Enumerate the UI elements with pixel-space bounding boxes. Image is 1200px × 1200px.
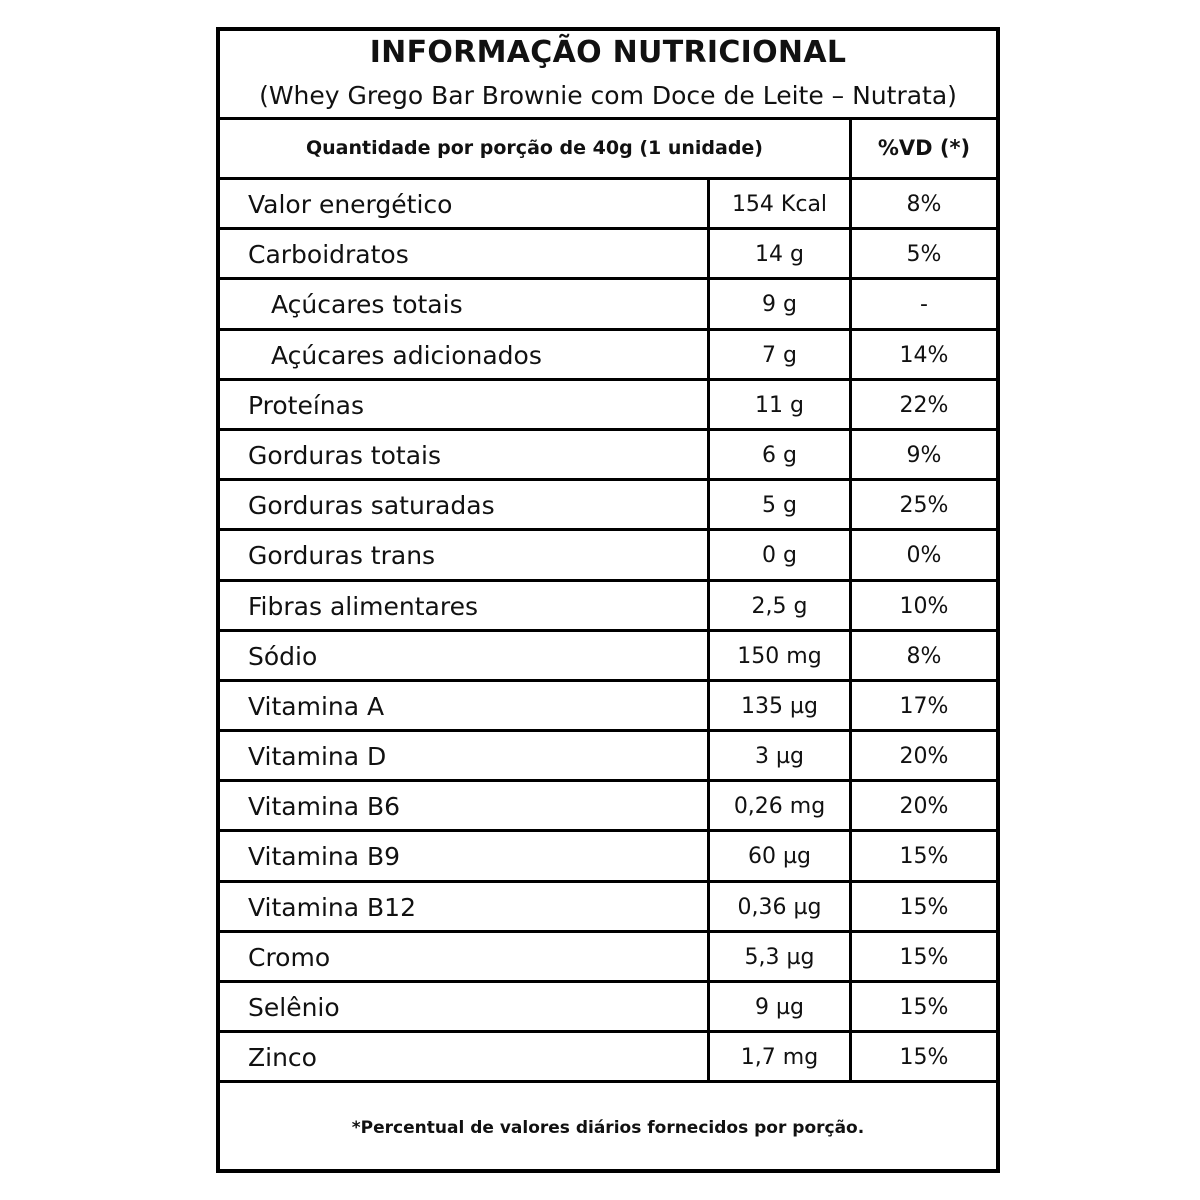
nutrient-daily-value: 15% bbox=[899, 894, 949, 920]
nutrient-daily-value: 20% bbox=[899, 794, 949, 820]
nutrient-daily-value: 15% bbox=[899, 995, 949, 1020]
nutrient-amount: 3 µg bbox=[707, 732, 852, 779]
nutrient-amount: 0,36 µg bbox=[707, 883, 852, 930]
nutrient-amount: 5 g bbox=[707, 481, 852, 528]
nutrient-name: Açúcares adicionados bbox=[271, 340, 542, 370]
nutrient-row-chromium bbox=[220, 933, 996, 983]
nutrient-amount: 60 µg bbox=[707, 832, 852, 879]
nutrient-name: Gorduras totais bbox=[248, 440, 441, 470]
nutrient-name: Fibras alimentares bbox=[248, 591, 478, 621]
nutrient-row-sodium bbox=[220, 632, 996, 682]
nutrient-name: Carboidratos bbox=[248, 240, 409, 270]
nutrient-amount: 154 Kcal bbox=[707, 180, 852, 227]
nutrient-daily-value: 22% bbox=[899, 392, 949, 418]
nutrient-daily-value: 0% bbox=[906, 543, 942, 569]
nutrient-amount: 0 g bbox=[707, 531, 852, 578]
nutrient-row-trans-fat bbox=[220, 531, 996, 581]
nutrient-name: Vitamina B9 bbox=[248, 842, 401, 872]
nutrition-facts-panel bbox=[216, 27, 1000, 1173]
nutrient-name: Gorduras trans bbox=[248, 541, 436, 571]
nutrient-amount: 2,5 g bbox=[707, 582, 852, 629]
nutrient-name: Vitamina A bbox=[248, 691, 385, 721]
nutrient-row-vitamin-a bbox=[220, 682, 996, 732]
nutrient-amount: 6 g bbox=[707, 431, 852, 478]
nutrient-daily-value: 9% bbox=[906, 442, 942, 468]
nutrient-daily-value: 25% bbox=[899, 493, 949, 519]
serving-size-header: Quantidade por porção de 40g (1 unidade) bbox=[220, 120, 852, 177]
nutrient-amount: 150 mg bbox=[707, 632, 852, 679]
nutrient-daily-value: 15% bbox=[899, 844, 949, 870]
daily-value-footnote: *Percentual de valores diários fornecidos por porção. bbox=[351, 1118, 865, 1138]
nutrient-daily-value: 14% bbox=[899, 342, 949, 368]
nutrient-row-carbohydrates bbox=[220, 230, 996, 280]
nutrient-amount: 135 µg bbox=[707, 682, 852, 729]
nutrient-row-total-sugars bbox=[220, 280, 996, 330]
nutrient-amount: 9 µg bbox=[707, 983, 852, 1030]
nutrient-daily-value: 8% bbox=[906, 192, 942, 217]
nutrient-name: Cromo bbox=[248, 942, 331, 972]
nutrient-row-total-fat bbox=[220, 431, 996, 481]
nutrient-daily-value: 15% bbox=[899, 944, 949, 970]
nutrient-daily-value: 10% bbox=[899, 593, 949, 619]
nutrient-amount: 9 g bbox=[707, 280, 852, 327]
nutrient-row-vitamin-b6 bbox=[220, 782, 996, 832]
label-header bbox=[220, 31, 996, 120]
product-name: (Whey Grego Bar Brownie com Doce de Leite – Nutrata) bbox=[259, 81, 957, 110]
nutrient-daily-value: 8% bbox=[906, 643, 942, 669]
nutrient-amount: 14 g bbox=[707, 230, 852, 277]
nutrient-amount: 0,26 mg bbox=[707, 782, 852, 829]
nutrient-name: Zinco bbox=[248, 1043, 317, 1073]
nutrient-row-proteins bbox=[220, 381, 996, 431]
nutrient-daily-value: 17% bbox=[899, 693, 949, 719]
nutrient-name: Sódio bbox=[248, 641, 318, 671]
nutrient-name: Vitamina B12 bbox=[248, 892, 416, 922]
nutrient-amount: 7 g bbox=[707, 331, 852, 378]
nutrient-row-selenium bbox=[220, 983, 996, 1033]
label-title: INFORMAÇÃO NUTRICIONAL bbox=[369, 35, 847, 70]
nutrient-row-energy bbox=[220, 180, 996, 230]
nutrient-row-added-sugars bbox=[220, 331, 996, 381]
nutrient-name: Selênio bbox=[248, 993, 340, 1022]
column-header-row bbox=[220, 120, 996, 180]
nutrient-name: Valor energético bbox=[248, 190, 453, 219]
nutrient-row-vitamin-b12 bbox=[220, 883, 996, 933]
nutrient-amount: 11 g bbox=[707, 381, 852, 428]
nutrient-amount: 1,7 mg bbox=[707, 1033, 852, 1080]
nutrient-name: Gorduras saturadas bbox=[248, 491, 495, 521]
nutrient-row-dietary-fiber bbox=[220, 582, 996, 632]
nutrient-row-vitamin-d bbox=[220, 732, 996, 782]
nutrient-amount: 5,3 µg bbox=[707, 933, 852, 980]
nutrient-daily-value: 20% bbox=[899, 744, 949, 770]
nutrient-table bbox=[220, 180, 996, 1083]
nutrient-row-saturated-fat bbox=[220, 481, 996, 531]
nutrient-daily-value: - bbox=[920, 292, 928, 318]
nutrient-row-vitamin-b9 bbox=[220, 832, 996, 882]
nutrient-name: Açúcares totais bbox=[271, 290, 463, 320]
nutrient-row-zinc bbox=[220, 1033, 996, 1083]
nutrient-name: Vitamina D bbox=[248, 742, 387, 772]
daily-value-header: %VD (*) bbox=[877, 136, 971, 160]
nutrient-daily-value: 5% bbox=[906, 242, 942, 268]
nutrient-name: Vitamina B6 bbox=[248, 792, 401, 822]
nutrient-daily-value: 15% bbox=[899, 1045, 949, 1071]
nutrient-name: Proteínas bbox=[248, 390, 364, 420]
